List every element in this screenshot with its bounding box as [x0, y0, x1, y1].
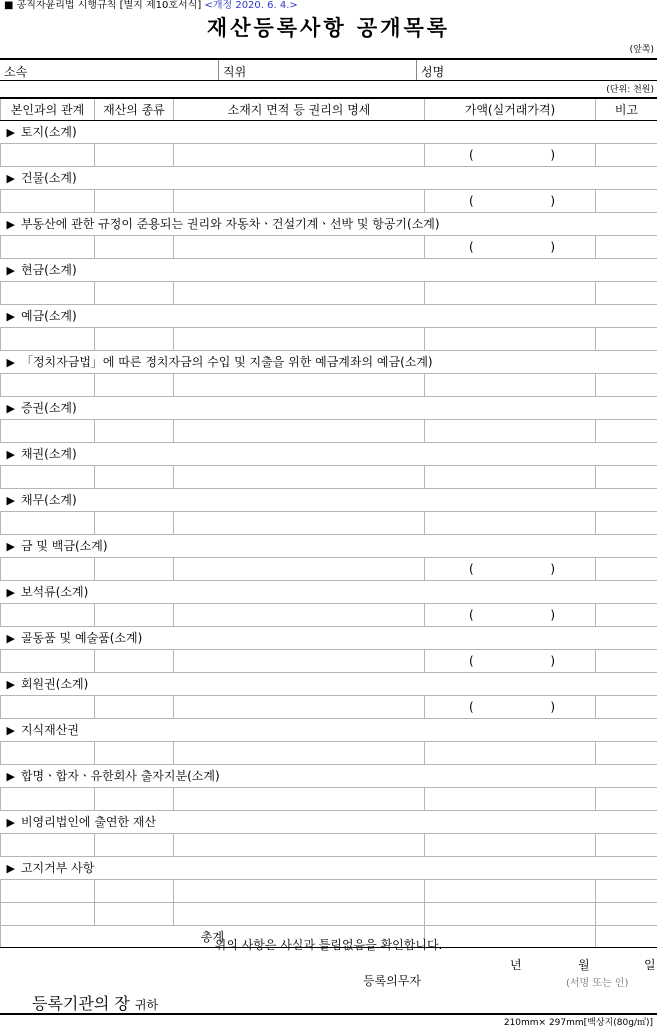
signature-placeholder[interactable]: (서명 또는 인) [566, 978, 629, 989]
section-label: 골동품 및 예술품(소계) [20, 631, 143, 645]
asset-type-cell[interactable] [95, 189, 174, 212]
table-row [1, 787, 657, 810]
section-row [1, 166, 657, 189]
table-row [1, 143, 657, 166]
section-row [1, 212, 657, 235]
relation-cell[interactable] [1, 465, 95, 488]
section-row [1, 580, 657, 603]
remarks-cell[interactable] [596, 787, 657, 810]
arrow-right-icon: ▶ [6, 356, 15, 369]
paren-close: ) [550, 653, 555, 668]
section-row [1, 488, 657, 511]
details-cell[interactable] [174, 143, 425, 166]
asset-type-cell[interactable] [95, 419, 174, 442]
position-field[interactable]: 직위 [219, 60, 417, 80]
remarks-cell[interactable] [596, 741, 657, 764]
relation-cell[interactable] [1, 557, 95, 580]
confirmation-statement: 위의 사항은 사실과 틀림없음을 확인합니다. [214, 938, 443, 952]
registrant-label: 등록의무자 [363, 974, 421, 988]
details-cell[interactable] [174, 695, 425, 718]
paren-close: ) [550, 147, 555, 162]
table-row [1, 741, 657, 764]
value-cell[interactable] [425, 695, 596, 718]
arrow-right-icon: ▶ [6, 632, 15, 645]
relation-cell[interactable] [1, 902, 95, 925]
value-cell[interactable] [425, 787, 596, 810]
arrow-right-icon: ▶ [6, 586, 15, 599]
name-field[interactable]: 성명 [421, 65, 445, 79]
recipient-name: 등록기관의 장 [32, 994, 130, 1013]
year-label: 년 [510, 958, 522, 972]
section-row [1, 120, 657, 143]
paren-open: ( [469, 561, 474, 576]
details-cell[interactable] [174, 373, 425, 396]
details-cell[interactable] [174, 833, 425, 856]
relation-cell[interactable] [1, 787, 95, 810]
section-heading [1, 764, 657, 787]
col-relation: 본인과의 관계 [1, 98, 95, 120]
asset-type-cell[interactable] [95, 787, 174, 810]
asset-type-cell[interactable] [95, 741, 174, 764]
table-row [1, 695, 657, 718]
arrow-right-icon: ▶ [6, 172, 15, 185]
value-cell[interactable] [425, 879, 596, 902]
actual-price-parentheses [425, 148, 595, 162]
page-side-label: (앞쪽) [629, 45, 654, 55]
section-label: 증권(소계) [20, 401, 77, 415]
relation-cell[interactable] [1, 741, 95, 764]
remarks-cell[interactable] [596, 879, 657, 902]
asset-type-cell[interactable] [95, 143, 174, 166]
asset-type-cell[interactable] [95, 902, 174, 925]
relation-cell[interactable] [1, 281, 95, 304]
arrow-right-icon: ▶ [6, 494, 15, 507]
section-label: 채권(소계) [20, 447, 77, 461]
paren-close: ) [550, 699, 555, 714]
col-remarks: 비고 [596, 98, 657, 120]
asset-type-cell[interactable] [95, 603, 174, 626]
remarks-cell[interactable] [596, 511, 657, 534]
section-heading [1, 120, 657, 143]
col-asset-type: 재산의 종류 [95, 98, 174, 120]
asset-type-cell[interactable] [95, 649, 174, 672]
section-heading [1, 580, 657, 603]
details-cell[interactable] [174, 741, 425, 764]
section-row [1, 258, 657, 281]
page-title: 재산등록사항 공개목록 [206, 16, 451, 40]
recipient [32, 991, 158, 1014]
actual-price-parentheses [425, 194, 595, 208]
arrow-right-icon: ▶ [6, 218, 15, 231]
section-heading [1, 810, 657, 833]
remarks-cell[interactable] [596, 557, 657, 580]
section-heading [1, 442, 657, 465]
arrow-right-icon: ▶ [6, 310, 15, 323]
value-cell[interactable] [425, 603, 596, 626]
section-heading [1, 672, 657, 695]
section-label: 현금(소계) [20, 263, 77, 277]
value-cell[interactable] [425, 373, 596, 396]
table-row [1, 373, 657, 396]
section-label: 금 및 백금(소계) [20, 539, 108, 553]
section-row [1, 718, 657, 741]
details-cell[interactable] [174, 557, 425, 580]
relation-cell[interactable] [1, 649, 95, 672]
asset-type-cell[interactable] [95, 557, 174, 580]
section-label: 지식재산권 [20, 723, 79, 737]
asset-table [0, 97, 657, 948]
remarks-cell[interactable] [596, 465, 657, 488]
arrow-right-icon: ▶ [6, 678, 15, 691]
value-cell[interactable] [425, 511, 596, 534]
actual-price-parentheses [425, 240, 595, 254]
paren-close: ) [550, 607, 555, 622]
details-cell[interactable] [174, 281, 425, 304]
section-heading [1, 534, 657, 557]
details-cell[interactable] [174, 465, 425, 488]
section-label: 고지거부 사항 [20, 861, 95, 875]
table-row [1, 465, 657, 488]
remarks-cell[interactable] [596, 902, 657, 925]
relation-cell[interactable] [1, 419, 95, 442]
revision-date: <개정 2020. 6. 4.> [204, 0, 298, 11]
relation-cell[interactable] [1, 189, 95, 212]
section-heading [1, 396, 657, 419]
section-row [1, 350, 657, 373]
paren-open: ( [469, 239, 474, 254]
asset-type-cell[interactable] [95, 833, 174, 856]
section-label: 토지(소계) [20, 125, 77, 139]
section-row [1, 626, 657, 649]
details-cell[interactable] [174, 787, 425, 810]
table-row [1, 557, 657, 580]
table-row [1, 902, 657, 925]
actual-price-parentheses [425, 608, 595, 622]
remarks-cell[interactable] [596, 281, 657, 304]
details-cell[interactable] [174, 419, 425, 442]
details-cell[interactable] [174, 327, 425, 350]
section-heading [1, 626, 657, 649]
paren-close: ) [550, 239, 555, 254]
details-cell[interactable] [174, 189, 425, 212]
section-heading [1, 488, 657, 511]
relation-cell[interactable] [1, 511, 95, 534]
recipient-suffix: 귀하 [134, 998, 159, 1012]
paren-open: ( [469, 147, 474, 162]
asset-type-cell[interactable] [95, 695, 174, 718]
details-cell[interactable] [174, 511, 425, 534]
day-label: 일 [644, 958, 656, 972]
section-row [1, 442, 657, 465]
remarks-cell[interactable] [596, 143, 657, 166]
relation-cell[interactable] [1, 373, 95, 396]
paren-open: ( [469, 699, 474, 714]
value-cell[interactable] [425, 833, 596, 856]
section-heading [1, 166, 657, 189]
details-cell[interactable] [174, 902, 425, 925]
remarks-cell[interactable] [596, 189, 657, 212]
relation-cell[interactable] [1, 879, 95, 902]
asset-type-cell[interactable] [95, 327, 174, 350]
details-cell[interactable] [174, 603, 425, 626]
table-row [1, 419, 657, 442]
table-row [1, 603, 657, 626]
paren-open: ( [469, 607, 474, 622]
value-cell[interactable] [425, 281, 596, 304]
affiliation-field[interactable]: 소속 [0, 60, 219, 80]
remarks-cell[interactable] [596, 603, 657, 626]
table-header-row [1, 98, 657, 120]
relation-cell[interactable] [1, 603, 95, 626]
asset-type-cell[interactable] [95, 465, 174, 488]
relation-cell[interactable] [1, 235, 95, 258]
value-cell[interactable] [425, 649, 596, 672]
section-row [1, 304, 657, 327]
section-label: 예금(소계) [20, 309, 77, 323]
section-row [1, 396, 657, 419]
arrow-right-icon: ▶ [6, 448, 15, 461]
details-cell[interactable] [174, 879, 425, 902]
table-row [1, 833, 657, 856]
section-label: 「정치자금법」에 따른 정치자금의 수입 및 지출을 위한 예금계좌의 예금(소계) [20, 355, 433, 369]
arrow-right-icon: ▶ [6, 862, 15, 875]
total-label: 총계 [1, 925, 425, 947]
section-label: 건물(소계) [20, 171, 77, 185]
arrow-right-icon: ▶ [6, 770, 15, 783]
table-row [1, 511, 657, 534]
details-cell[interactable] [174, 235, 425, 258]
section-heading [1, 718, 657, 741]
section-row [1, 810, 657, 833]
paper-spec: 210mm× 297mm[백상지(80g/㎡)] [503, 1018, 653, 1027]
value-cell[interactable] [425, 189, 596, 212]
section-row [1, 856, 657, 879]
value-cell[interactable] [425, 902, 596, 925]
section-label: 비영리법인에 출연한 재산 [20, 815, 157, 829]
section-row [1, 534, 657, 557]
paren-open: ( [469, 653, 474, 668]
asset-type-cell[interactable] [95, 879, 174, 902]
paren-close: ) [550, 193, 555, 208]
section-heading [1, 258, 657, 281]
section-heading [1, 350, 657, 373]
month-label: 월 [578, 958, 590, 972]
section-label: 회원권(소계) [20, 677, 89, 691]
relation-cell[interactable] [1, 327, 95, 350]
col-details: 소재지 면적 등 권리의 명세 [174, 98, 425, 120]
paren-close: ) [550, 561, 555, 576]
table-row [1, 281, 657, 304]
section-label: 보석류(소계) [20, 585, 89, 599]
section-label: 부동산에 관한 규정이 준용되는 권리와 자동차ㆍ건설기계ㆍ선박 및 항공기(소계) [20, 217, 440, 231]
arrow-right-icon: ▶ [6, 264, 15, 277]
value-cell[interactable] [425, 741, 596, 764]
actual-price-parentheses [425, 700, 595, 714]
arrow-right-icon: ▶ [6, 402, 15, 415]
form-reference-text: ■ 공직자윤리법 시행규칙 [별지 제10호서식] [4, 0, 202, 11]
col-value: 가액(실거래가격) [425, 98, 596, 120]
remarks-cell[interactable] [596, 327, 657, 350]
value-cell[interactable] [425, 557, 596, 580]
remarks-cell[interactable] [596, 419, 657, 442]
relation-cell[interactable] [1, 143, 95, 166]
table-row [1, 189, 657, 212]
value-cell[interactable] [425, 235, 596, 258]
form-reference [4, 0, 298, 12]
relation-cell[interactable] [1, 695, 95, 718]
paren-open: ( [469, 193, 474, 208]
remarks-cell[interactable] [596, 695, 657, 718]
details-cell[interactable] [174, 649, 425, 672]
asset-type-cell[interactable] [95, 511, 174, 534]
remarks-cell[interactable] [596, 373, 657, 396]
table-row [1, 649, 657, 672]
remarks-cell[interactable] [596, 649, 657, 672]
relation-cell[interactable] [1, 833, 95, 856]
remarks-cell[interactable] [596, 833, 657, 856]
asset-type-cell[interactable] [95, 373, 174, 396]
table-row [1, 879, 657, 902]
arrow-right-icon: ▶ [6, 816, 15, 829]
section-heading [1, 856, 657, 879]
actual-price-parentheses [425, 654, 595, 668]
section-heading [1, 304, 657, 327]
section-row [1, 764, 657, 787]
section-heading [1, 212, 657, 235]
table-row [1, 327, 657, 350]
arrow-right-icon: ▶ [6, 126, 15, 139]
table-row [1, 235, 657, 258]
actual-price-parentheses [425, 562, 595, 576]
asset-type-cell[interactable] [95, 235, 174, 258]
unit-label: (단위: 천원) [606, 85, 654, 95]
section-label: 합명ㆍ합자ㆍ유한회사 출자지분(소계) [20, 769, 220, 783]
arrow-right-icon: ▶ [6, 724, 15, 737]
value-cell[interactable] [425, 143, 596, 166]
section-label: 채무(소계) [20, 493, 77, 507]
arrow-right-icon: ▶ [6, 540, 15, 553]
section-row [1, 672, 657, 695]
value-cell[interactable] [425, 327, 596, 350]
asset-type-cell[interactable] [95, 281, 174, 304]
value-cell[interactable] [425, 419, 596, 442]
registrant-info-row [0, 58, 657, 81]
value-cell[interactable] [425, 465, 596, 488]
remarks-cell[interactable] [596, 235, 657, 258]
